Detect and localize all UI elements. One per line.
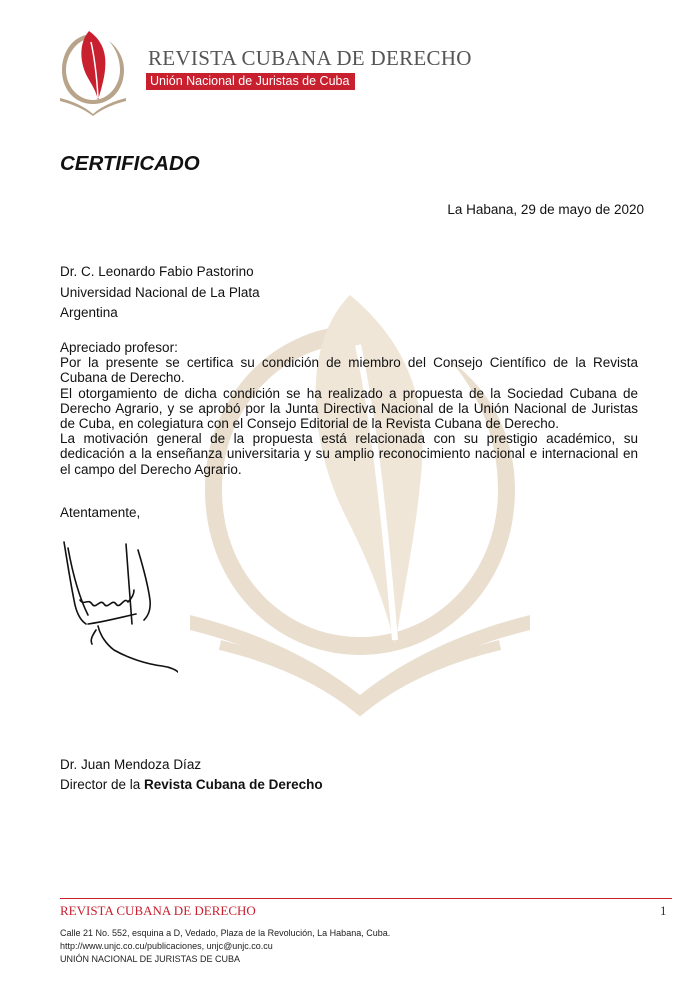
journal-title: REVISTA CUBANA DE DERECHO [148, 46, 472, 70]
document-date: La Habana, 29 de mayo de 2020 [447, 202, 644, 217]
certificate-body [60, 340, 638, 477]
recipient-institution: Universidad Nacional de La Plata [60, 285, 260, 300]
body-paragraph: Por la presente se certifica su condición de miembro del Consejo Científico de la Revista Cubana de Derecho. [60, 355, 638, 386]
footer-contact: http://www.unjc.co.cu/publicaciones, unjc@unjc.co.cu [60, 941, 273, 951]
footer-address: Calle 21 No. 552, esquina a D, Vedado, Plaza de la Revolución, La Habana, Cuba. [60, 928, 391, 938]
signer-name: Dr. Juan Mendoza Díaz [60, 757, 202, 772]
body-paragraph: La motivación general de la propuesta está relacionada con su prestigio académico, su dedicación a la enseñanza universitaria y su amplio reconocimiento nacional e internacional en el campo del Derecho Agrario. [60, 431, 638, 477]
closing: Atentamente, [60, 505, 141, 520]
page-number: 1 [660, 903, 667, 918]
quill-book-logo-icon [58, 28, 128, 116]
document-title: CERTIFICADO [60, 152, 200, 175]
signer-role-prefix: Director de la [60, 777, 145, 792]
recipient-country: Argentina [60, 305, 118, 320]
body-paragraph: El otorgamiento de dicha condición se ha realizado a propuesta de la Sociedad Cubana de Derecho Agrario, y se aprobó por la Junta Directiva Nacional de la Unión Nacional de Juristas de Cuba, en colegiatura con el Consejo Editorial de la Revista Cubana de Derecho. [60, 385, 638, 432]
recipient-name: Dr. C. Leonardo Fabio Pastorino [60, 264, 254, 279]
footer-journal-title: REVISTA CUBANA DE DERECHO [60, 903, 256, 918]
footer-divider [60, 898, 672, 899]
union-subtitle-banner: Unión Nacional de Juristas de Cuba [146, 73, 355, 90]
signer-role [60, 777, 323, 792]
signer-role-journal: Revista Cubana de Derecho [144, 777, 323, 792]
greeting: Apreciado profesor: [60, 340, 178, 355]
footer-organization: UNIÓN NACIONAL DE JURISTAS DE CUBA [60, 954, 241, 964]
handwritten-signature [58, 540, 178, 690]
